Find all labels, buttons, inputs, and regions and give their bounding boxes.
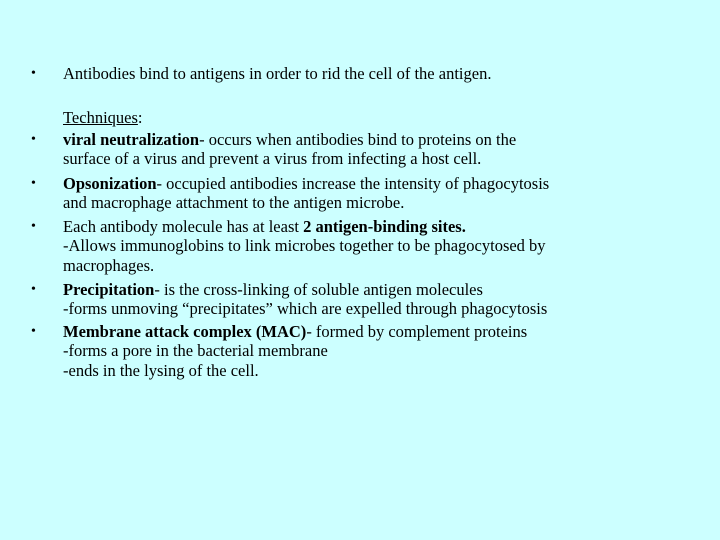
item-text: surface of a virus and prevent a virus from infecting a host cell.: [63, 149, 482, 169]
bullet-marker: •: [31, 219, 36, 234]
bullet-marker: •: [31, 176, 36, 191]
bullet-marker: •: [31, 66, 36, 81]
techniques-colon: :: [137, 108, 143, 127]
item-text: -forms a pore in the bacterial membrane: [63, 341, 328, 361]
term-mac: Membrane attack complex (MAC): [63, 322, 307, 341]
item-text: macrophages.: [63, 255, 155, 275]
techniques-label: Techniques: [63, 108, 138, 127]
term-viral-neutralization: viral neutralization: [63, 130, 200, 149]
item-text: -forms unmoving “precipitates” which are expelled through phagocytosis: [63, 299, 548, 319]
bullet-marker: •: [31, 324, 36, 339]
item-text: - occurs when antibodies bind to proteins on the: [199, 130, 517, 149]
term-antigen-binding-sites: 2 antigen-binding sites.: [303, 217, 466, 236]
intro-text: Antibodies bind to antigens in order to rid the cell of the antigen.: [63, 64, 492, 83]
term-opsonization: Opsonization: [63, 174, 157, 193]
item-text: -ends in the lysing of the cell.: [63, 360, 259, 380]
item-text: - is the cross-linking of soluble antigen molecules: [154, 280, 483, 299]
item-text: - occupied antibodies increase the intensity of phagocytosis: [156, 174, 550, 193]
item-text: -Allows immunoglobins to link microbes together to be phagocytosed by: [63, 236, 546, 256]
bullet-marker: •: [31, 132, 36, 147]
bullet-marker: •: [31, 282, 36, 297]
item-text: Each antibody molecule has at least: [63, 217, 304, 236]
item-text: and macrophage attachment to the antigen microbe.: [63, 193, 405, 213]
item-text: - formed by complement proteins: [306, 322, 528, 341]
term-precipitation: Precipitation: [63, 280, 155, 299]
